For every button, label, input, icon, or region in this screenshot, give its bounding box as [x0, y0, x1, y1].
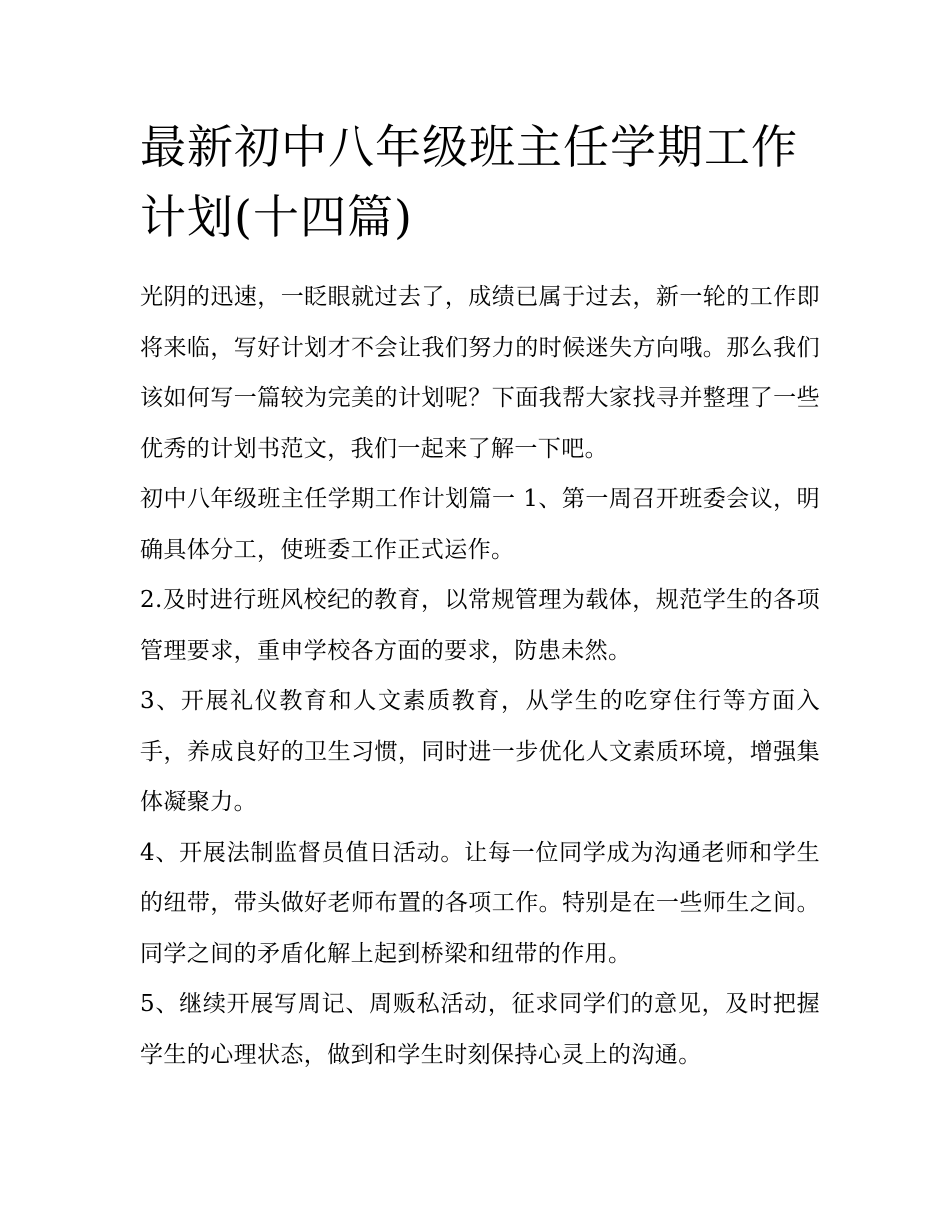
plan-item-2: 2.及时进行班风校纪的教育，以常规管理为载体，规范学生的各项管理要求，重申学校各方面的要求，防患未然。: [140, 587, 820, 664]
plan-item-5: 5、继续开展写周记、周贩私活动，征求同学们的意见，及时把握学生的心理状态，做到和学生时刻保持心灵上的沟通。: [140, 991, 820, 1068]
plan-item-1: 初中八年级班主任学期工作计划篇一 1、第一周召开班委会议，明确具体分工，使班委工作正式运作。: [140, 486, 820, 563]
intro-paragraph: 光阴的迅速，一眨眼就过去了，成绩已属于过去，新一轮的工作即将来临，写好计划才不会让我们努力的时候迷失方向哦。那么我们该如何写一篇较为完美的计划呢？下面我帮大家找寻并整理了一些优秀的计划书范文，我们一起来了解一下吧。: [140, 284, 820, 462]
plan-item-4: 4、开展法制监督员值日活动。让每一位同学成为沟通老师和学生的纽带，带头做好老师布置的各项工作。特别是在一些师生之间。同学之间的矛盾化解上起到桥梁和纽带的作用。: [140, 839, 820, 967]
document-title: 最新初中八年级班主任学期工作计划(十四篇): [140, 120, 798, 244]
document-body: [140, 272, 820, 1080]
document-page: [140, 112, 820, 1080]
plan-item-3: 3、开展礼仪教育和人文素质教育，从学生的吃穿住行等方面入手，养成良好的卫生习惯，同时进一步优化人文素质环境，增强集体凝聚力。: [140, 688, 820, 815]
